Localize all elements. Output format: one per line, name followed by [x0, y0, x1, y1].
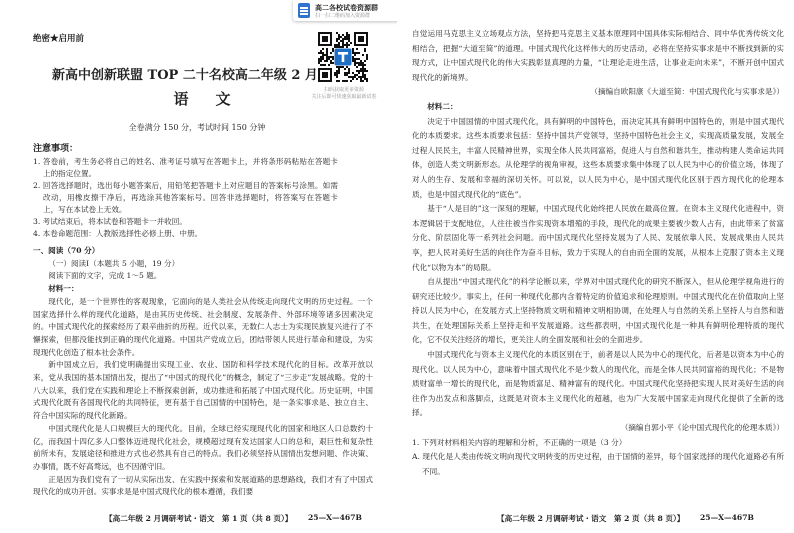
confidential-mark: 绝密★启用前	[33, 34, 85, 44]
material-paragraph: 现代化，是一个世界性的客观现象，它面向的是人类社会从传统走向现代文明的历史过程。一个国家选择什么样的现代化道路，是由其历史传统、社会制度、发展条件、外部环境等诸多因素决定的。中国式现代化的探索经历了艰辛曲折的历程。近代以来，无数仁人志士为实现民族复兴进行了不懈探索，但都没能找到正确的现代化道路。中国共产党成立后，团结带领人民进行革命和建设，为实现现代化创造了根本社会条件。	[33, 296, 373, 357]
qr-caption-line: 扫码获取更多资源	[323, 87, 364, 93]
section-heading: 一、阅读（70 分）	[33, 246, 100, 255]
exam-page-2	[397, 0, 794, 533]
banner-title: 高二各校试卷资源群	[315, 4, 378, 12]
material-paragraph: 决定于中国国情的中国式现代化，具有鲜明的中国特色，而决定其具有鲜明中国特色的，则是中国式现代化的本质要求。这些本质要求包括：坚持中国共产党领导，坚持中国特色社会主义，实现高质量发展，发展全过程人民民主，丰富人民精神世界，实现全体人民共同富裕，促进人与自然和谐共生，推动构建人类命运共同体，创造人类文明新形态。从伦理学的视角审视，这些本质要求集中体现了以人民为中心的价值立场，体现了对人的生存、发展和幸福的深切关怀。可以说，以人民为中心，是中国式现代化区别于西方现代化的伦理本质，也是中国式现代化的“底色”。	[412, 116, 784, 199]
paper-code: 25—X—467B	[308, 513, 362, 522]
question-1-option-a: A. 现代化是人类由传统文明向现代文明转变的历史过程，由于国情的差异，每个国家选择的现代化道路必有所不同。	[412, 452, 784, 476]
score-time-note: 全卷满分 150 分，考试时间 150 分钟	[128, 123, 266, 132]
page-footer: 【高二年级 2 月调研考试・语文 第 1 页（共 8 页）】	[105, 514, 293, 523]
material-paragraph: 基于“人是目的”这一深刻的理解，中国式现代化始终把人民放在最高位置。在资本主义现代化进程中，资本逻辑居于支配地位，人往往被当作实现资本增殖的手段，现代化的成果主要被少数人占有，由此带来了贫富分化、阶层固化等一系列社会问题。而中国式现代化坚持发展为了人民、发展依靠人民、发展成果由人民共享，把人民对美好生活的向往作为奋斗目标，致力于实现人的自由而全面的发展，从根本上克服了资本主义现代化“以物为本”的局限。	[412, 204, 784, 272]
notice-section	[33, 142, 338, 240]
notice-item: 1. 答卷前，考生务必将自己的姓名、准考证号填写在答题卡上，并将条形码粘贴在答题卡上的指定位置。	[33, 157, 338, 178]
exam-subject: 语 文	[173, 90, 237, 108]
material-paragraph: 新中国成立后，我们党明确提出实现工业、农业、国防和科学技术现代化的目标。改革开放以来，党从我国的基本国情出发，提出了“中国式的现代化”的概念，制定了“三步走”发展战略。党的十八大以来，我们党在实践和理论上不断探索创新，成功推进和拓展了中国式现代化。历史证明，中国式现代化既有各国现代化的共同特征，更有基于自己国情的中国特色，是一条实事求是、独立自主、符合中国实际的现代化新路。	[33, 360, 373, 421]
subsection-heading: （一）阅读Ⅰ（本题共 5 小题，19 分）	[48, 258, 180, 268]
material-label: 材料二：	[427, 101, 458, 111]
material-paragraph: 中国式现代化是人口规模巨大的现代化。目前，全球已经实现现代化的国家和地区人口总数约十亿，而我国十四亿多人口整体迈进现代化社会，规模超过现有发达国家人口的总和，艰巨性和复杂性前所未有，发展途径和推进方式也必然具有自己的特点。我们必须坚持从国情出发想问题、作决策、办事情，既不好高骛远，也不因循守旧。	[33, 423, 373, 471]
material-source: （摘编自欧阳康《大道至简：中国式现代化与实事求是》）	[590, 87, 784, 97]
qr-caption-line: 关注后即可快速获取最新试卷	[311, 94, 377, 100]
question-1: 1. 下列对材料相关内容的理解和分析，不正确的一项是（3 分）	[412, 437, 627, 447]
resource-group-banner[interactable]	[293, 0, 397, 21]
reading-column-2	[412, 27, 784, 507]
qr-code	[318, 32, 368, 82]
document-icon	[298, 3, 310, 18]
material-paragraph: 正是因为我们党有了一切从实际出发、在实践中探索和发展道路的思想路线，我们才有了中国式现代化的成功开创。实事求是是中国式现代化的根本遵循，我们要	[33, 474, 373, 497]
notice-title: 注意事项：	[33, 144, 79, 154]
material-source: （摘编自郭小平《论中国式现代化的伦理本质》）	[620, 423, 784, 433]
notice-item: 2. 回答选择题时，选出每小题答案后，用铅笔把答题卡上对应题目的答案标号涂黑。如需改动，用橡皮擦干净后，再选涂其他答案标号。回答非选择题时，将答案写在答题卡上，写在本试卷上无效。	[33, 181, 338, 214]
page-footer: 【高二年级 2 月调研考试・语文 第 2 页（共 8 页）】	[497, 514, 685, 523]
material-paragraph: 中国式现代化与资本主义现代化的本质区别在于，前者是以人民为中心的现代化，后者是以资本为中心的现代化。以人民为中心，意味着中国式现代化不是少数人的现代化，而是全体人民共同富裕的现代化；不是物质财富单一增长的现代化，而是物质富足、精神富有的现代化。中国式现代化坚持把实现人民对美好生活的向往作为出发点和落脚点，这既是对资本主义现代化的超越，也为广大发展中国家走向现代化提供了全新的选择。	[412, 350, 784, 418]
notice-item: 3. 考试结束后，将本试卷和答题卡一并收回。	[33, 217, 187, 226]
notice-item: 4. 本卷命题范围：人教版选择性必修上册、中册。	[33, 229, 203, 238]
banner-subtitle: 扫一扫二维码加入资源群	[315, 13, 371, 19]
reading-instruction: 阅读下面的文字，完成 1～5 题。	[48, 271, 162, 281]
material-paragraph: 自从提出“中国式现代化”的科学论断以来，学界对中国式现代化的研究不断深入，但从伦理学视角进行的研究还比较少。事实上，任何一种现代化都内含着特定的价值追求和伦理原则。中国式现代化在价值取向上坚持以人民为中心，在发展方式上坚持物质文明和精神文明相协调，在处理人与自然的关系上坚持人与自然和谐共生，在处理国际关系上坚持走和平发展道路。这些都表明，中国式现代化是一种具有鲜明伦理特质的现代化，它不仅关注经济的增长，更关注人的全面发展和社会的全面进步。	[412, 277, 784, 345]
paper-code: 25—X—467B	[700, 513, 754, 522]
reading-column-1	[33, 245, 373, 512]
qr-caption	[292, 87, 396, 101]
exam-title: 新高中创新联盟 TOP 二十名校高二年级 2 月	[52, 68, 318, 83]
material-paragraph-continued: 自觉运用马克思主义立场观点方法，坚持把马克思主义基本原理同中国具体实际相结合、同中华优秀传统文化相结合，把握“大道至简”的道理。中国式现代化这样伟大的历史活动，必将在坚持实事求是中不断找到新的实现方式，让中国式现代化的伟大实践彰显真理的力量，“让理论走进生活，让事业走向未来”，不断开创中国式现代化的新境界。	[412, 29, 784, 82]
material-label: 材料一：	[48, 284, 79, 294]
